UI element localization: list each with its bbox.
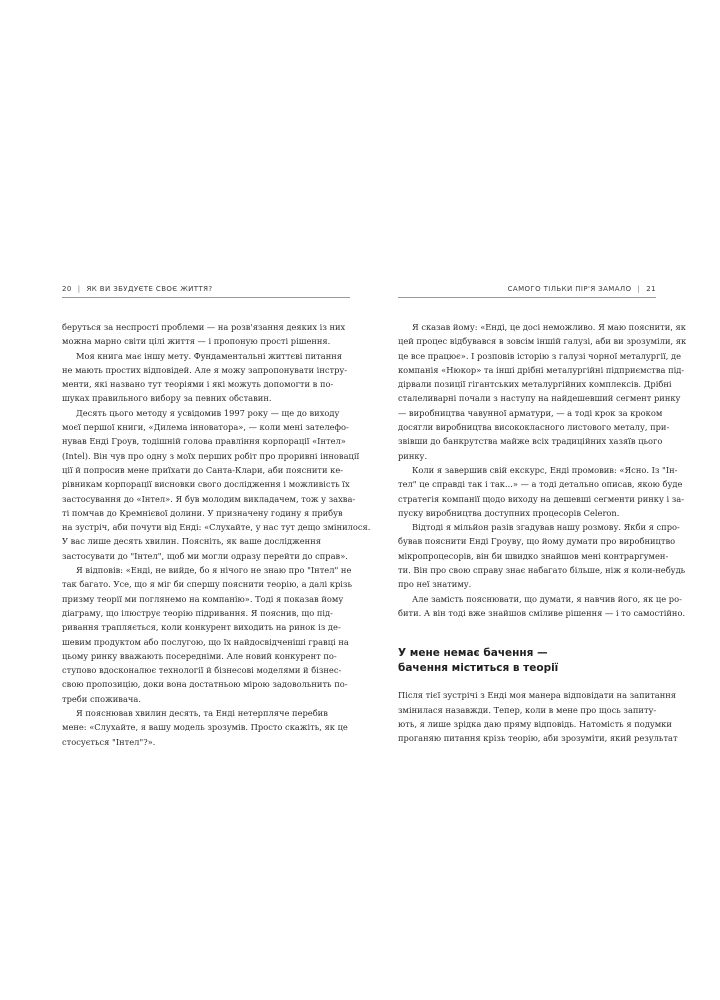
right-page (398, 285, 687, 745)
text-line: пуску виробництва доступних процесорів Celeron. (398, 507, 620, 518)
text-line: Я пояснював хвилин десять, та Енді нетерпляче перебив (76, 708, 328, 719)
text-line: (Intel). Він чув про одну з моїх перших робіт про проривні інновації (62, 450, 360, 461)
text-line: Відтоді я мільйон разів згадував нашу розмову. Якби я спро- (412, 522, 680, 533)
text-line: стратегія компанії щодо виходу на дешевші сегменти ринку і за- (398, 493, 685, 504)
right-page-body-top (398, 320, 687, 620)
paragraph (398, 520, 686, 591)
text-line: мікропроцесорів, він би швидко знайшов мені контраргумен- (398, 550, 669, 561)
text-line: ті помчав до Кремнієвої долини. У призначену годину я прибув (62, 507, 343, 518)
text-line: цьому ринку вважають посередніми. Але новий конкурент по- (62, 650, 337, 661)
text-line: Моя книга має іншу мету. Фундаментальні життєві питання (76, 350, 342, 361)
paragraph (62, 706, 350, 749)
header-separator: | (77, 285, 81, 293)
left-page (62, 285, 371, 749)
text-line: сталеливарні почали з наступу на найдешевший сегмент ринку (398, 393, 681, 404)
text-line: мене: «Слухайте, я вашу модель зрозумів. Просто скажіть, як це (62, 722, 348, 733)
text-line: ривання трапляється, коли конкурент виходить на ринок із де- (62, 622, 341, 633)
paragraph (398, 463, 685, 520)
text-line: шуках правильного вибору за певних обставин. (62, 393, 272, 404)
text-line: звівши до банкрутства майже всіх традиційних хазяїв цього (398, 436, 663, 447)
text-line: застосувати до "Інтел", щоб ми могли одразу перейти до справ». (62, 550, 348, 561)
text-line: застосування до «Інтел». Я був молодим викладачем, тож у захва- (62, 493, 356, 504)
paragraph (62, 320, 350, 349)
text-line: дірвали позиції гігантських металургійних комплексів. Дрібні (398, 379, 672, 390)
text-line: — виробництва чавунної арматури, — а тоді крок за кроком (398, 407, 663, 418)
text-line: ти. Він про свою справу знає набагато більше, ніж я коли-небудь (398, 565, 686, 576)
paragraph (398, 592, 686, 621)
left-running-title: ЯК ВИ ЗБУДУЄТЕ СВОЄ ЖИТТЯ? (86, 285, 213, 293)
text-line: нував Енді Гроув, тодішній голова правління корпорації «Інтел» (62, 436, 346, 447)
right-page-body-bottom (398, 688, 678, 745)
text-line: ції й попросив мене приїхати до Санта-Клари, аби пояснити ке- (62, 464, 344, 475)
right-running-title: САМОГО ТІЛЬКИ ПІР'Я ЗАМАЛО (507, 285, 632, 293)
text-line: про неї знатиму. (398, 579, 472, 590)
text-line: бував пояснити Енді Гроуву, що йому думати про виробництво (398, 536, 676, 547)
text-line: моєї першої книги, «Дилема інноватора», — коли мені зателефо- (62, 422, 349, 433)
text-line: свою пропозицію, доки вона достатньою мірою задовольнить по- (62, 679, 348, 690)
text-line: ринку. (398, 450, 428, 461)
paragraph (62, 563, 350, 706)
text-line: У вас лише десять хвилин. Поясніть, як ваше дослідження (62, 536, 321, 547)
text-line: беруться за неспрості проблеми — на розв'язання деяких із них (62, 322, 346, 332)
right-page-number: 21 (646, 285, 656, 293)
text-line: ступово вдосконалює технології й бізнесові моделями й бізнес- (62, 665, 342, 676)
text-line: компанія «Нюкор» та інші дрібні металургійні підприємства під- (398, 364, 685, 375)
text-line: не мають простих відповідей. Але я можу запропонувати інстру- (62, 364, 348, 375)
heading-line: У мене немає бачення — (398, 647, 548, 660)
paragraph (398, 688, 678, 745)
left-page-body (62, 320, 371, 749)
text-line: Але замість пояснювати, що думати, я навчив його, як це ро- (412, 593, 682, 604)
left-running-header (62, 285, 350, 298)
text-line: менти, які названо тут теоріями і які можуть допомогти в по- (62, 379, 334, 390)
text-line: досягли виробництва висококласного листового металу, при- (398, 422, 670, 433)
text-line: призму теорії ми поглянемо на компанію». Тоді я показав йому (62, 593, 344, 604)
text-line: стосується "Інтел"?». (62, 736, 156, 747)
text-line: шевим продуктом або послугою, що їх найдосвідченіші гравці на (62, 636, 349, 647)
text-line: діаграму, що ілюструє теорію підривання. Я пояснив, що під- (62, 607, 333, 618)
text-line: Десять цього методу я усвідомив 1997 року — ще до виходу (76, 407, 340, 418)
text-line: змінилася назавжди. Тепер, коли в мене про щось запиту- (398, 704, 657, 715)
heading-line: бачення міститься в теорії (398, 662, 559, 675)
text-line: проганяю питання крізь теорію, аби зрозуміти, який результат (398, 733, 678, 744)
section-heading (398, 646, 656, 676)
text-line: Коли я завершив свій екскурс, Енді промовив: «Ясно. Із "Ін- (412, 464, 678, 475)
right-running-header (398, 285, 656, 298)
text-line: треби споживача. (62, 693, 141, 704)
text-line: бити. А він тоді вже знайшов сміливе рішення — і то самостійно. (398, 607, 686, 618)
text-line: Після тієї зустрічі з Енді моя манера відповідати на запитання (398, 690, 677, 701)
text-line: на зустріч, аби почути від Енді: «Слухайте, у нас тут дещо змінилося. (62, 522, 371, 533)
text-line: так багато. Усе, що я міг би спершу пояснити теорію, а далі крізь (62, 579, 352, 590)
left-page-number: 20 (62, 285, 72, 293)
text-line: можна марно світи цілі життя — і пропоную прості рішення. (62, 336, 331, 347)
header-separator: | (637, 285, 641, 293)
text-line: ють, я лише зрідка даю пряму відповідь. Натомість я подумки (398, 718, 672, 729)
text-line: це все працює». І розповів історію з галузі чорної металургії, де (398, 350, 682, 361)
text-line: Я сказав йому: «Енді, це досі неможливо. Я маю пояснити, як (412, 322, 686, 332)
text-line: Я відповів: «Енді, не вийде, бо я нічого не знаю про "Інтел" не (76, 565, 352, 576)
paragraph (62, 406, 371, 563)
paragraph (398, 320, 687, 463)
text-line: цей процес відбувався в зовсім іншій галузі, аби ви зрозуміли, як (398, 336, 687, 347)
text-line: рівникам корпорації висновки свого дослідження і можливість їх (62, 479, 350, 490)
text-line: тел" це справді так і так...» — а тоді детально описав, якою буде (398, 479, 683, 490)
paragraph (62, 349, 350, 406)
